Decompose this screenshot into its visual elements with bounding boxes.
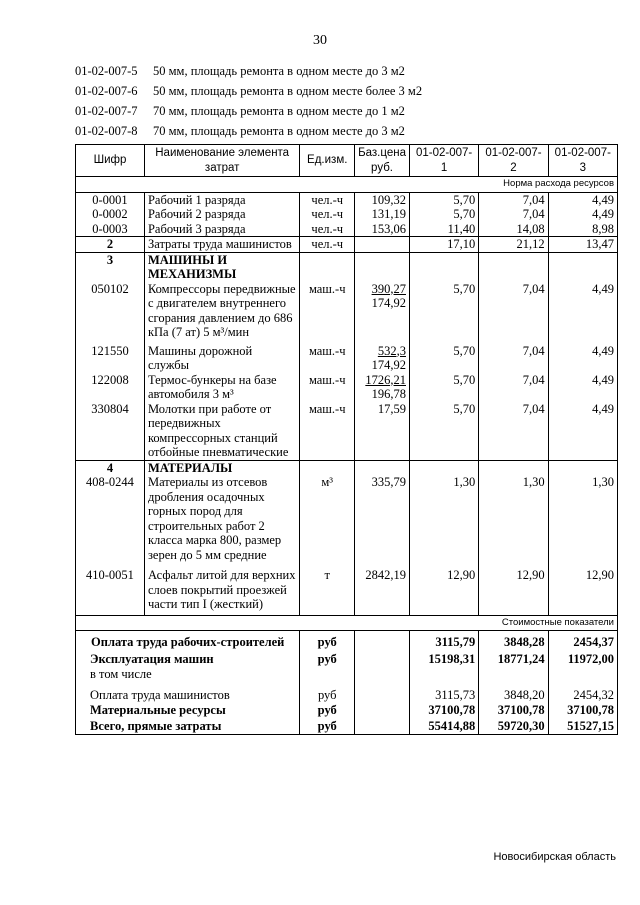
cell-v1: 5,70 <box>409 402 478 461</box>
cell-v2: 7,04 <box>479 402 548 461</box>
table-row <box>76 340 618 373</box>
cell-name: Рабочий 3 разряда <box>144 222 299 237</box>
summary-row <box>76 719 618 735</box>
cell-unit: чел.-ч <box>300 207 355 222</box>
cell-v2: 7,04 <box>479 340 548 373</box>
table-header <box>76 145 618 177</box>
cell-v1: 5,70 <box>409 207 478 222</box>
code-line <box>75 121 422 141</box>
cell-name: Машины дорожной службы <box>144 340 299 373</box>
summary-v3: 37100,78 <box>548 703 617 719</box>
cell-price: 153,06 <box>355 222 410 237</box>
summary-v1 <box>409 667 478 683</box>
cell-price <box>355 373 410 402</box>
summary-name: Эксплуатация машин <box>76 650 300 667</box>
header-name: Наименование элемента затрат <box>144 145 299 177</box>
price-value: 1726,21 <box>365 372 406 387</box>
summary-v2: 37100,78 <box>479 703 548 719</box>
cell-price: 335,79 <box>355 475 410 562</box>
table-row <box>76 562 618 615</box>
summary-unit: руб <box>300 703 355 719</box>
table-row <box>76 475 618 562</box>
section-title: МАТЕРИАЛЫ <box>144 460 299 475</box>
table-row <box>76 222 618 237</box>
cell-unit: маш.-ч <box>300 340 355 373</box>
cell-v2: 7,04 <box>479 207 548 222</box>
cell-price: 2842,19 <box>355 562 410 615</box>
cell-v1: 11,40 <box>409 222 478 237</box>
cell-v2: 21,12 <box>479 237 548 253</box>
cell-unit: чел.-ч <box>300 222 355 237</box>
cell-v1: 17,10 <box>409 237 478 253</box>
price-value: 532,3 <box>377 343 406 358</box>
cell-v2: 7,04 <box>479 373 548 402</box>
cell-name: Молотки при работе от передвижных компрессорных станций отбойные пневматические <box>144 402 299 461</box>
cell-unit: т <box>300 562 355 615</box>
cell-name: Рабочий 2 разряда <box>144 207 299 222</box>
cell-code: 0-0003 <box>76 222 145 237</box>
cell-v1: 5,70 <box>409 282 478 340</box>
cell-name: Термос-бункеры на базе автомобиля 3 м³ <box>144 373 299 402</box>
cell-name: Материалы из отсевов дробления осадочных горных пород для строительных работ 2 класса марка 800, размер зерен до 5 мм средние <box>144 475 299 562</box>
code-id: 01-02-007-7 <box>75 104 138 118</box>
cell-v2: 1,30 <box>479 475 548 562</box>
summary-unit <box>300 667 355 683</box>
summary-unit: руб <box>300 683 355 703</box>
section-title: МАШИНЫ И МЕХАНИЗМЫ <box>144 252 299 282</box>
summary-v1: 15198,31 <box>409 650 478 667</box>
price-machinist: 174,92 <box>371 296 406 310</box>
cell-v3: 13,47 <box>548 237 617 253</box>
summary-v1: 3115,73 <box>409 683 478 703</box>
cell-price: 109,32 <box>355 192 410 207</box>
cell-v3: 4,49 <box>548 373 617 402</box>
code-line <box>75 61 422 81</box>
table-row <box>76 192 618 207</box>
cell-v1: 5,70 <box>409 373 478 402</box>
cell-v3: 4,49 <box>548 402 617 461</box>
cell-price <box>355 340 410 373</box>
summary-v2: 3848,20 <box>479 683 548 703</box>
cell-unit: маш.-ч <box>300 402 355 461</box>
code-line <box>75 101 422 121</box>
cell-name: Асфальт литой для верхних слоев покрытий проезжей части тип I (жесткий) <box>144 562 299 615</box>
summary-unit: руб <box>300 719 355 735</box>
cell-v3: 4,49 <box>548 340 617 373</box>
cell-price: 17,59 <box>355 402 410 461</box>
cell-code: 0-0001 <box>76 192 145 207</box>
summary-row <box>76 703 618 719</box>
norm-label: Норма расхода ресурсов <box>76 177 618 193</box>
cell-unit: маш.-ч <box>300 282 355 340</box>
cell-price <box>355 282 410 340</box>
code-text: 70 мм, площадь ремонта в одном месте до 1 м2 <box>153 104 405 118</box>
cell-code: 122008 <box>76 373 145 402</box>
summary-unit: руб <box>300 650 355 667</box>
summary-name: Всего, прямые затраты <box>76 719 300 735</box>
cell-code: 121550 <box>76 340 145 373</box>
cell-v1: 1,30 <box>409 475 478 562</box>
table-row <box>76 402 618 461</box>
summary-v3: 2454,32 <box>548 683 617 703</box>
summary-name: в том числе <box>76 667 300 683</box>
cell-v3: 1,30 <box>548 475 617 562</box>
cell-v3: 12,90 <box>548 562 617 615</box>
summary-v1: 55414,88 <box>409 719 478 735</box>
materials-section-row <box>76 460 618 475</box>
table-row <box>76 282 618 340</box>
cost-label-row <box>76 615 618 631</box>
cell-v2: 14,08 <box>479 222 548 237</box>
header-col2: 01-02-007-2 <box>479 145 548 177</box>
machines-section-row <box>76 252 618 282</box>
cell-unit: чел.-ч <box>300 237 355 253</box>
cell-v2: 12,90 <box>479 562 548 615</box>
cell-code: 408-0244 <box>76 475 145 562</box>
code-list <box>75 61 422 141</box>
price-value: 390,27 <box>371 281 406 296</box>
cell-v3: 8,98 <box>548 222 617 237</box>
code-id: 01-02-007-8 <box>75 124 138 138</box>
section-code: 3 <box>76 252 145 282</box>
cell-v3: 4,49 <box>548 207 617 222</box>
cell-name: Затраты труда машинистов <box>144 237 299 253</box>
cell-v1: 12,90 <box>409 562 478 615</box>
cell-unit: маш.-ч <box>300 373 355 402</box>
code-text: 70 мм, площадь ремонта в одном месте до 3 м2 <box>153 124 405 138</box>
header-unit: Ед.изм. <box>300 145 355 177</box>
cost-label: Стоимостные показатели <box>76 615 618 631</box>
header-col1: 01-02-007-1 <box>409 145 478 177</box>
footer-region: Новосибирская область <box>493 851 616 863</box>
code-id: 01-02-007-6 <box>75 84 138 98</box>
summary-name: Оплата труда машинистов <box>76 683 300 703</box>
cell-code: 410-0051 <box>76 562 145 615</box>
cell-v3: 4,49 <box>548 282 617 340</box>
summary-v2 <box>479 667 548 683</box>
cell-v1: 5,70 <box>409 340 478 373</box>
cell-name: Рабочий 1 разряда <box>144 192 299 207</box>
summary-v3 <box>548 667 617 683</box>
header-col3: 01-02-007-3 <box>548 145 617 177</box>
summary-row <box>76 650 618 667</box>
code-line <box>75 81 422 101</box>
cell-code: 050102 <box>76 282 145 340</box>
norm-label-row <box>76 177 618 193</box>
cell-name-text: Компрессоры передвижные с двигателем внутреннего сгорания давлением до 686 кПа (7 ат) 5 м³/мин <box>147 281 296 339</box>
summary-v3: 11972,00 <box>548 650 617 667</box>
cell-unit: м³ <box>300 475 355 562</box>
summary-name: Оплата труда рабочих-строителей <box>76 631 300 650</box>
cell-name <box>144 282 299 340</box>
code-text: 50 мм, площадь ремонта в одном месте до 3 м2 <box>153 64 405 78</box>
summary-row <box>76 631 618 650</box>
header-code: Шифр <box>76 145 145 177</box>
cell-unit: чел.-ч <box>300 192 355 207</box>
cell-code: 0-0002 <box>76 207 145 222</box>
table-row <box>76 373 618 402</box>
cell-code: 330804 <box>76 402 145 461</box>
price-machinist: 196,78 <box>371 387 406 401</box>
summary-v1: 37100,78 <box>409 703 478 719</box>
summary-v3: 2454,37 <box>548 631 617 650</box>
summary-v2: 3848,28 <box>479 631 548 650</box>
cell-price: 131,19 <box>355 207 410 222</box>
summary-name: Материальные ресурсы <box>76 703 300 719</box>
header-base-price: Баз.цена руб. <box>355 145 410 177</box>
table-row <box>76 207 618 222</box>
summary-row <box>76 683 618 703</box>
summary-unit: руб <box>300 631 355 650</box>
section-code: 4 <box>76 460 145 475</box>
code-id: 01-02-007-5 <box>75 64 138 78</box>
cell-v3: 4,49 <box>548 192 617 207</box>
cell-v1: 5,70 <box>409 192 478 207</box>
cell-price <box>355 237 410 253</box>
machinist-row <box>76 237 618 253</box>
code-text: 50 мм, площадь ремонта в одном месте более 3 м2 <box>153 84 423 98</box>
page-number: 30 <box>313 33 327 48</box>
summary-row <box>76 667 618 683</box>
price-machinist: 174,92 <box>371 358 406 372</box>
cell-v2: 7,04 <box>479 282 548 340</box>
resource-table <box>75 144 618 735</box>
summary-v1: 3115,79 <box>409 631 478 650</box>
cell-code: 2 <box>76 237 145 253</box>
cell-v2: 7,04 <box>479 192 548 207</box>
summary-v2: 59720,30 <box>479 719 548 735</box>
summary-v3: 51527,15 <box>548 719 617 735</box>
summary-v2: 18771,24 <box>479 650 548 667</box>
